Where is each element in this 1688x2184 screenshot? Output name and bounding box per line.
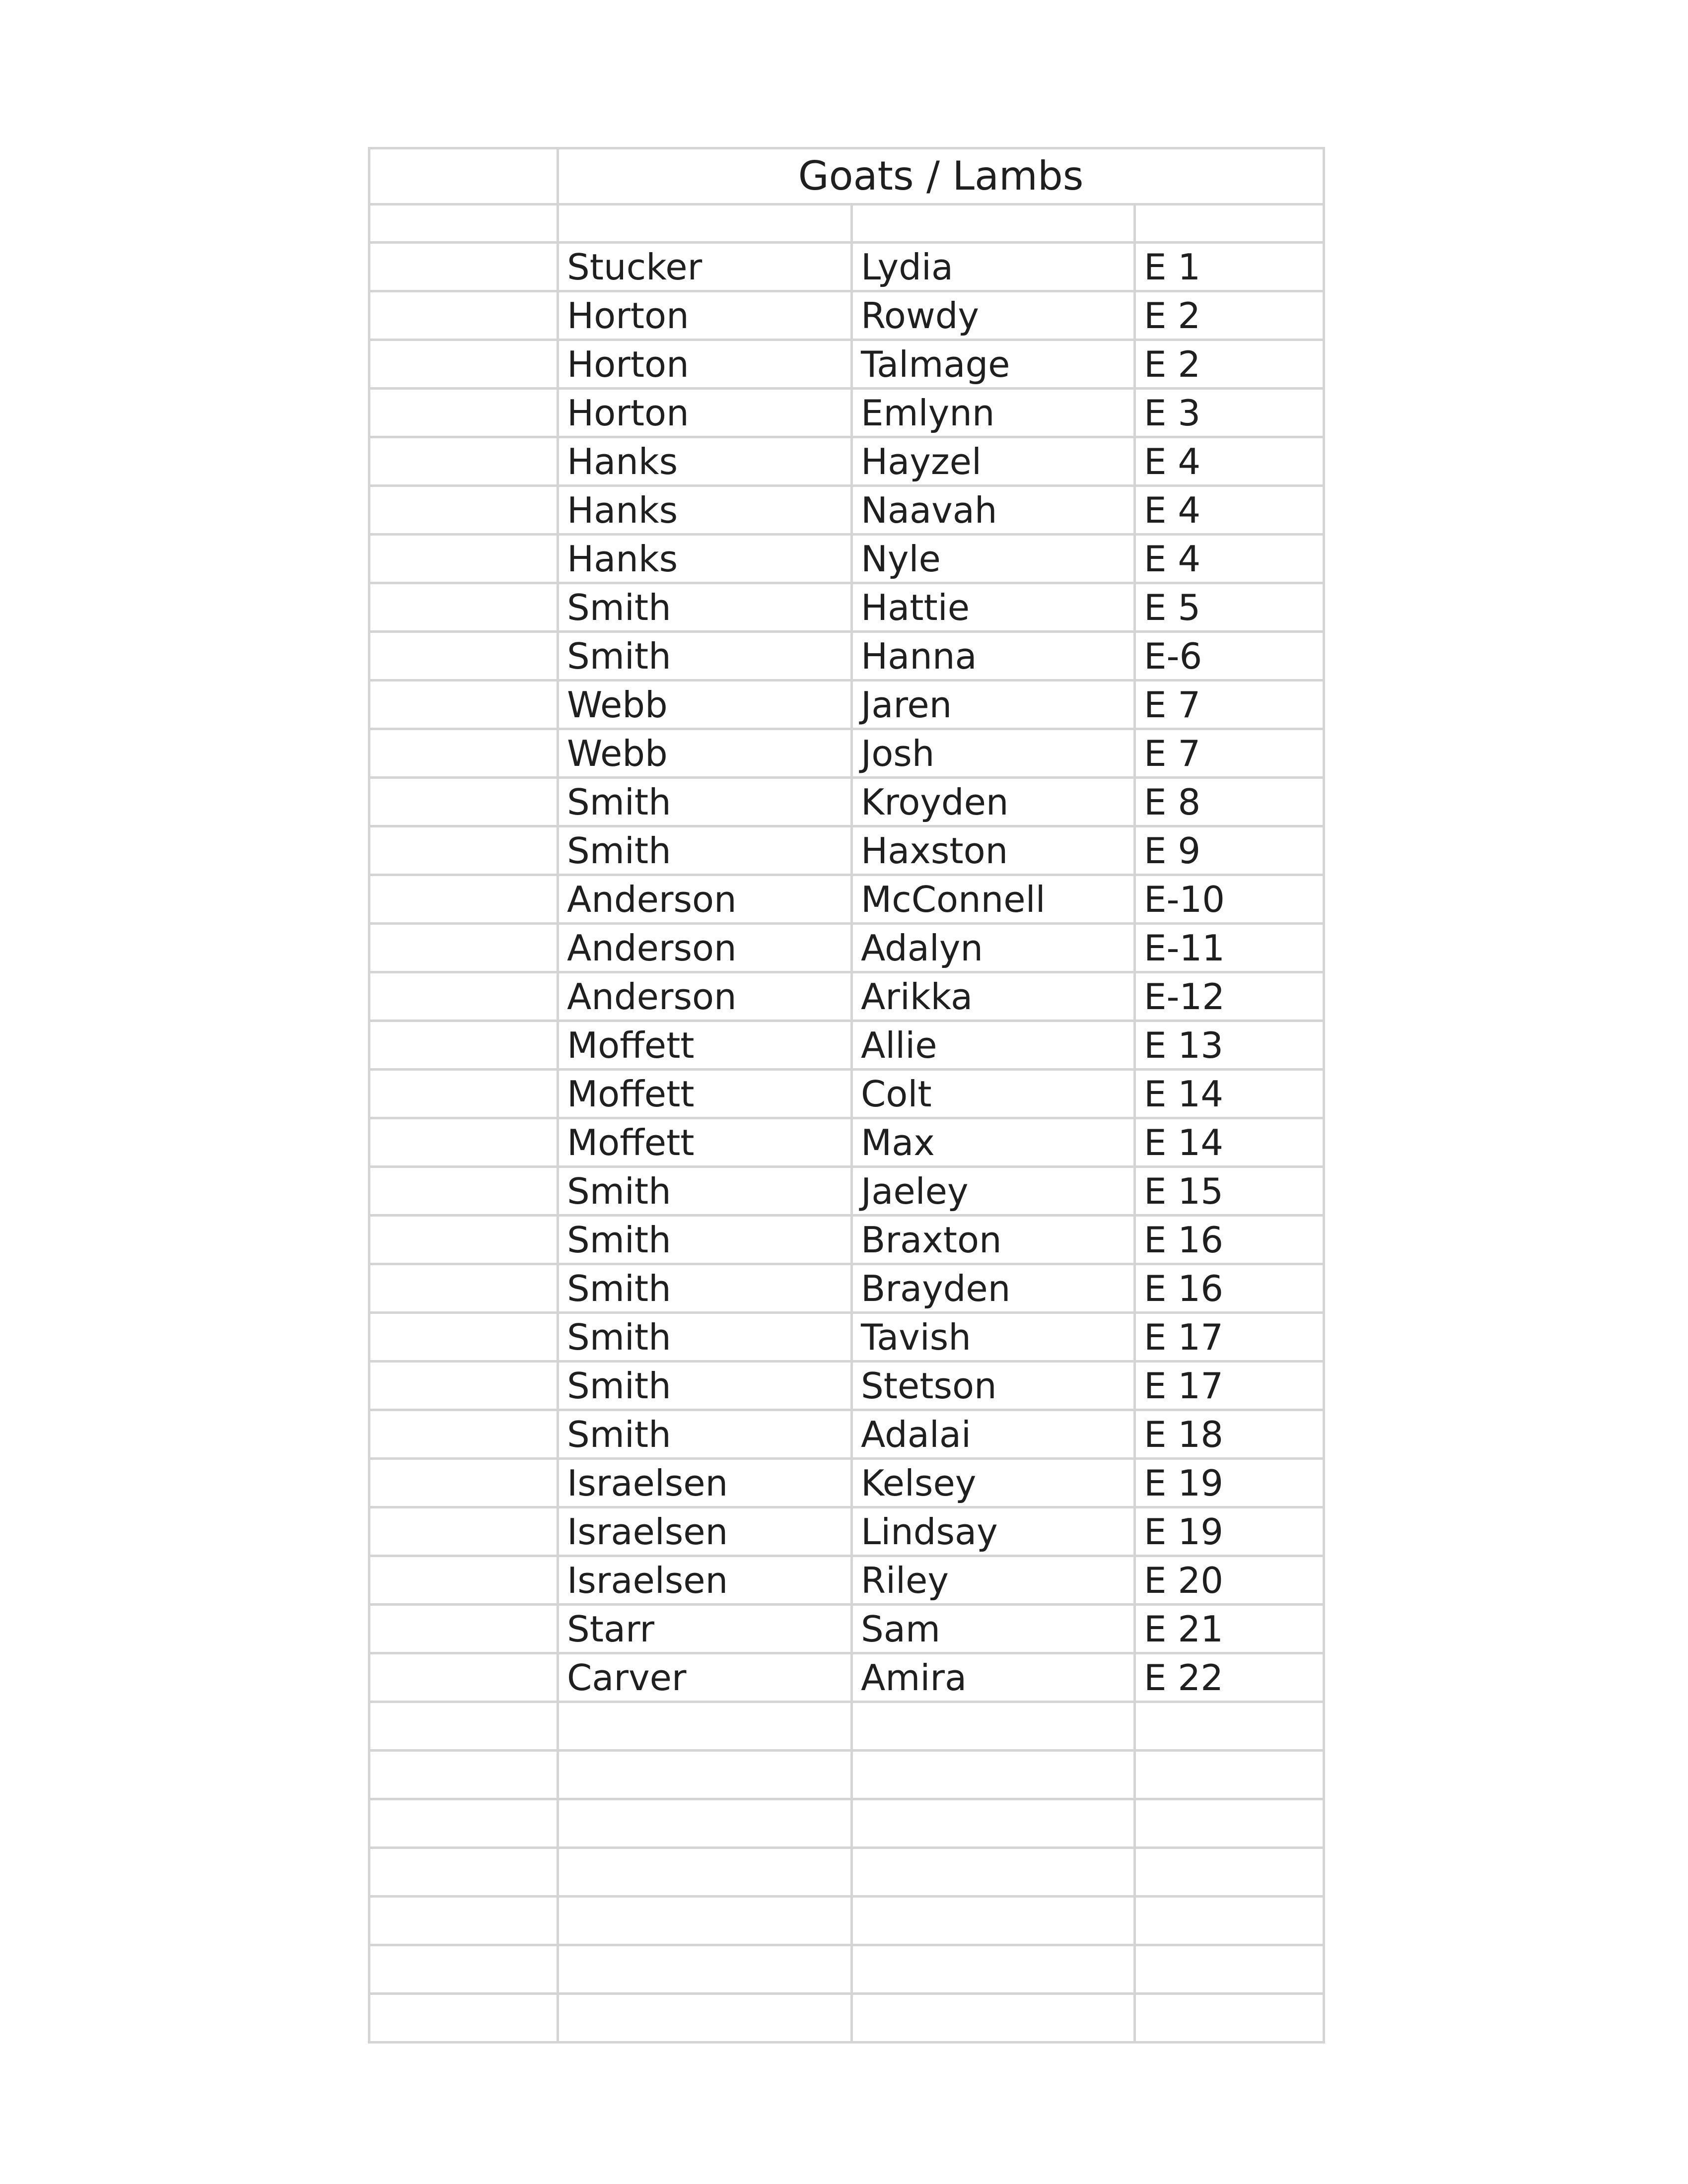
empty-cell (1135, 1897, 1324, 1945)
table-row (369, 1216, 1324, 1264)
first-name-cell: Colt (852, 1070, 1135, 1118)
empty-cell (369, 1021, 558, 1070)
table-row (369, 1313, 1324, 1362)
entry-code-cell: E 17 (1135, 1313, 1324, 1362)
entry-code-cell: E 13 (1135, 1021, 1324, 1070)
empty-cell (369, 389, 558, 437)
table-row (369, 1362, 1324, 1410)
first-name-cell: Kelsey (852, 1459, 1135, 1507)
table-row (369, 632, 1324, 681)
empty-cell (369, 1751, 558, 1799)
first-name-cell: Nyle (852, 535, 1135, 583)
empty-cell (852, 205, 1135, 243)
first-name-cell: Brayden (852, 1264, 1135, 1313)
entry-code-cell: E 9 (1135, 826, 1324, 875)
empty-cell (369, 1994, 558, 2043)
table-row (369, 1264, 1324, 1313)
entry-code-cell: E 3 (1135, 389, 1324, 437)
empty-cell (558, 1799, 852, 1848)
empty-cell (369, 1799, 558, 1848)
first-name-cell: Max (852, 1118, 1135, 1167)
table-row (369, 340, 1324, 389)
empty-cell (558, 1994, 852, 2043)
title-row (369, 148, 1324, 205)
last-name-cell: Smith (558, 1264, 852, 1313)
empty-cell (1135, 205, 1324, 243)
empty-cell (369, 437, 558, 486)
empty-cell (369, 1410, 558, 1459)
empty-cell (369, 1362, 558, 1410)
empty-cell (1135, 1945, 1324, 1994)
entry-code-cell: E 18 (1135, 1410, 1324, 1459)
empty-cell (1135, 1848, 1324, 1897)
empty-cell (369, 1556, 558, 1605)
empty-cell (558, 1897, 852, 1945)
empty-cell (369, 583, 558, 632)
empty-cell (558, 1751, 852, 1799)
first-name-cell: Arikka (852, 972, 1135, 1021)
first-name-cell: Stetson (852, 1362, 1135, 1410)
table-row (369, 729, 1324, 778)
table-row (369, 1118, 1324, 1167)
entry-code-cell: E 4 (1135, 437, 1324, 486)
first-name-cell: Adalai (852, 1410, 1135, 1459)
empty-cell (369, 1118, 558, 1167)
table-body (369, 148, 1324, 2043)
first-name-cell: Talmage (852, 340, 1135, 389)
blank-row (369, 1751, 1324, 1799)
last-name-cell: Smith (558, 1313, 852, 1362)
entry-code-cell: E 21 (1135, 1605, 1324, 1653)
last-name-cell: Moffett (558, 1070, 852, 1118)
empty-cell (369, 778, 558, 826)
table-row (369, 291, 1324, 340)
first-name-cell: Kroyden (852, 778, 1135, 826)
empty-cell (369, 1702, 558, 1751)
first-name-cell: Hattie (852, 583, 1135, 632)
entry-code-cell: E-12 (1135, 972, 1324, 1021)
entry-code-cell: E 15 (1135, 1167, 1324, 1216)
entry-code-cell: E 20 (1135, 1556, 1324, 1605)
first-name-cell: Hanna (852, 632, 1135, 681)
first-name-cell: Allie (852, 1021, 1135, 1070)
blank-row (369, 1994, 1324, 2043)
empty-cell (369, 681, 558, 729)
table-row (369, 1556, 1324, 1605)
empty-cell (369, 535, 558, 583)
empty-cell (852, 1702, 1135, 1751)
empty-cell (369, 972, 558, 1021)
table-row (369, 243, 1324, 291)
blank-row (369, 1897, 1324, 1945)
first-name-cell: Jaren (852, 681, 1135, 729)
first-name-cell: Rowdy (852, 291, 1135, 340)
first-name-cell: Jaeley (852, 1167, 1135, 1216)
table-row (369, 1021, 1324, 1070)
first-name-cell: Amira (852, 1653, 1135, 1702)
entry-code-cell: E 4 (1135, 486, 1324, 535)
first-name-cell: Adalyn (852, 924, 1135, 972)
last-name-cell: Webb (558, 681, 852, 729)
empty-cell (1135, 1994, 1324, 2043)
first-name-cell: Josh (852, 729, 1135, 778)
table-row (369, 1167, 1324, 1216)
spacer-row (369, 205, 1324, 243)
table-row (369, 1605, 1324, 1653)
empty-cell (558, 1702, 852, 1751)
empty-cell (1135, 1799, 1324, 1848)
first-name-cell: Lydia (852, 243, 1135, 291)
last-name-cell: Webb (558, 729, 852, 778)
last-name-cell: Horton (558, 291, 852, 340)
table-row (369, 681, 1324, 729)
empty-cell (369, 243, 558, 291)
blank-row (369, 1945, 1324, 1994)
entry-code-cell: E 19 (1135, 1507, 1324, 1556)
empty-cell (369, 632, 558, 681)
table-row (369, 486, 1324, 535)
table-row (369, 583, 1324, 632)
entry-code-cell: E 1 (1135, 243, 1324, 291)
empty-cell (369, 205, 558, 243)
empty-cell (369, 1264, 558, 1313)
entry-code-cell: E 14 (1135, 1070, 1324, 1118)
empty-cell (852, 1799, 1135, 1848)
first-name-cell: Haxston (852, 826, 1135, 875)
table-row (369, 972, 1324, 1021)
empty-cell (852, 1994, 1135, 2043)
last-name-cell: Anderson (558, 875, 852, 924)
last-name-cell: Anderson (558, 972, 852, 1021)
entries-table (368, 147, 1325, 2044)
empty-cell (369, 1167, 558, 1216)
last-name-cell: Moffett (558, 1118, 852, 1167)
table-row (369, 1459, 1324, 1507)
empty-cell (369, 729, 558, 778)
table-row (369, 826, 1324, 875)
first-name-cell: Hayzel (852, 437, 1135, 486)
last-name-cell: Hanks (558, 535, 852, 583)
entry-code-cell: E 7 (1135, 681, 1324, 729)
table-row (369, 437, 1324, 486)
empty-cell (852, 1945, 1135, 1994)
entry-code-cell: E 8 (1135, 778, 1324, 826)
empty-cell (369, 826, 558, 875)
empty-cell (852, 1897, 1135, 1945)
empty-cell (1135, 1751, 1324, 1799)
table-row (369, 1653, 1324, 1702)
empty-cell (369, 1313, 558, 1362)
last-name-cell: Starr (558, 1605, 852, 1653)
table-row (369, 1070, 1324, 1118)
entry-code-cell: E 2 (1135, 291, 1324, 340)
entry-code-cell: E 17 (1135, 1362, 1324, 1410)
empty-cell (369, 924, 558, 972)
table-row (369, 389, 1324, 437)
entry-code-cell: E-11 (1135, 924, 1324, 972)
first-name-cell: Lindsay (852, 1507, 1135, 1556)
last-name-cell: Smith (558, 1410, 852, 1459)
last-name-cell: Horton (558, 340, 852, 389)
empty-cell (558, 1945, 852, 1994)
last-name-cell: Anderson (558, 924, 852, 972)
empty-cell (1135, 1702, 1324, 1751)
first-name-cell: Naavah (852, 486, 1135, 535)
empty-cell (369, 148, 558, 205)
entry-code-cell: E-10 (1135, 875, 1324, 924)
entry-code-cell: E 7 (1135, 729, 1324, 778)
entry-code-cell: E 5 (1135, 583, 1324, 632)
first-name-cell: Braxton (852, 1216, 1135, 1264)
last-name-cell: Carver (558, 1653, 852, 1702)
table-row (369, 1410, 1324, 1459)
last-name-cell: Smith (558, 826, 852, 875)
entry-code-cell: E 2 (1135, 340, 1324, 389)
first-name-cell: Emlynn (852, 389, 1135, 437)
entry-code-cell: E 14 (1135, 1118, 1324, 1167)
first-name-cell: Sam (852, 1605, 1135, 1653)
table-row (369, 924, 1324, 972)
last-name-cell: Israelsen (558, 1459, 852, 1507)
last-name-cell: Smith (558, 1216, 852, 1264)
entry-code-cell: E 16 (1135, 1216, 1324, 1264)
table-row (369, 778, 1324, 826)
empty-cell (852, 1848, 1135, 1897)
entry-code-cell: E-6 (1135, 632, 1324, 681)
last-name-cell: Smith (558, 1167, 852, 1216)
first-name-cell: Riley (852, 1556, 1135, 1605)
last-name-cell: Horton (558, 389, 852, 437)
first-name-cell: McConnell (852, 875, 1135, 924)
entry-code-cell: E 19 (1135, 1459, 1324, 1507)
empty-cell (558, 205, 852, 243)
empty-cell (369, 875, 558, 924)
last-name-cell: Israelsen (558, 1556, 852, 1605)
blank-row (369, 1799, 1324, 1848)
table-row (369, 1507, 1324, 1556)
blank-row (369, 1702, 1324, 1751)
entry-code-cell: E 16 (1135, 1264, 1324, 1313)
empty-cell (369, 1605, 558, 1653)
table-row (369, 535, 1324, 583)
empty-cell (369, 340, 558, 389)
last-name-cell: Moffett (558, 1021, 852, 1070)
empty-cell (369, 1507, 558, 1556)
first-name-cell: Tavish (852, 1313, 1135, 1362)
empty-cell (369, 1897, 558, 1945)
empty-cell (369, 1459, 558, 1507)
last-name-cell: Israelsen (558, 1507, 852, 1556)
last-name-cell: Smith (558, 583, 852, 632)
table-row (369, 875, 1324, 924)
empty-cell (369, 291, 558, 340)
empty-cell (852, 1751, 1135, 1799)
last-name-cell: Stucker (558, 243, 852, 291)
blank-row (369, 1848, 1324, 1897)
empty-cell (369, 1945, 558, 1994)
empty-cell (369, 1070, 558, 1118)
entry-code-cell: E 22 (1135, 1653, 1324, 1702)
sheet-title: Goats / Lambs (558, 148, 1324, 205)
last-name-cell: Hanks (558, 437, 852, 486)
last-name-cell: Smith (558, 1362, 852, 1410)
entry-code-cell: E 4 (1135, 535, 1324, 583)
empty-cell (369, 486, 558, 535)
empty-cell (369, 1216, 558, 1264)
empty-cell (369, 1848, 558, 1897)
last-name-cell: Smith (558, 632, 852, 681)
empty-cell (369, 1653, 558, 1702)
last-name-cell: Smith (558, 778, 852, 826)
empty-cell (558, 1848, 852, 1897)
last-name-cell: Hanks (558, 486, 852, 535)
